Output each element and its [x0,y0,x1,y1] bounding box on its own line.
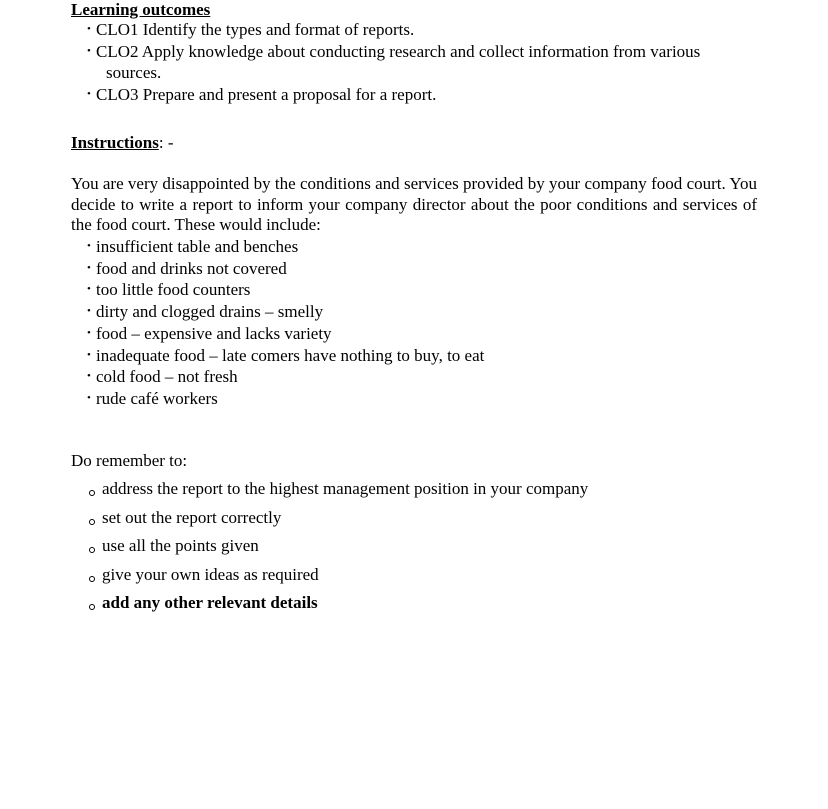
list-item: • cold food – not fresh [71,366,757,388]
instructions-label: Instructions [71,133,159,152]
list-item: • CLO2 Apply knowledge about conducting research and collect information from various sources. [71,41,757,84]
document-page [71,0,757,612]
learning-outcomes-heading: Learning outcomes [71,0,211,19]
instructions-heading [71,132,174,154]
list-item: • insufficient table and benches [71,236,757,258]
issues-list [71,236,757,410]
list-item: • inadequate food – late comers have nothing to buy, to eat [71,345,757,367]
list-item: • rude café workers [71,388,757,410]
list-item: use all the points given [71,535,757,557]
list-item-continuation: sources. [106,63,162,83]
reminders-list [71,478,757,621]
list-item: add any other relevant details [71,592,757,614]
list-item: set out the report correctly [71,507,757,529]
list-item: give your own ideas as required [71,564,757,586]
list-item: • food – expensive and lacks variety [71,323,757,345]
reminders-intro: Do remember to: [71,451,188,470]
list-item: address the report to the highest management position in your company [71,478,757,500]
instructions-suffix: : - [158,133,174,152]
list-item: • CLO3 Prepare and present a proposal for a report. [71,84,757,106]
list-item: • food and drinks not covered [71,258,757,280]
instructions-paragraph: You are very disappointed by the conditions and services provided by your company food court. You decide to write a report to inform your company director about the poor conditions and services of the food court. These would include: [71,174,757,235]
learning-outcomes-list [71,19,757,106]
list-item: • too little food counters [71,279,757,301]
list-item: • CLO1 Identify the types and format of reports. [71,19,757,41]
list-item: • dirty and clogged drains – smelly [71,301,757,323]
